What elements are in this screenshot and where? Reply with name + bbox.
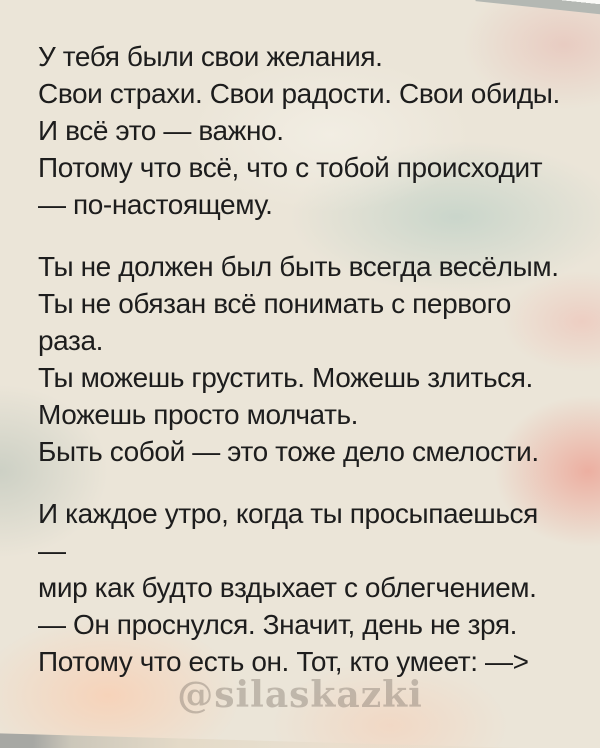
quote-line: раза. [38, 325, 104, 356]
quote-line: Потому что всё, что с тобой происходит [38, 152, 543, 183]
quote-line: И каждое утро, когда ты просыпаешься [38, 498, 538, 529]
quote-line: Ты не обязан всё понимать с первого [38, 288, 511, 319]
quote-line: И всё это — важно. [38, 115, 284, 146]
quote-line: Свои страхи. Свои радости. Свои обиды. [38, 78, 560, 109]
quote-line: — Он проснулся. Значит, день не зря. [38, 609, 518, 640]
quote-line: Ты можешь грустить. Можешь злиться. [38, 362, 533, 393]
quote-paragraph-1 [38, 38, 586, 223]
quote-line: — [38, 535, 66, 566]
quote-paragraph-2 [38, 248, 586, 470]
quote-line: мир как будто вздыхает с облегчением. [38, 572, 537, 603]
quote-line: Потому что есть он. Тот, кто умеет: —> [38, 646, 529, 677]
watermark-handle: @silaskazki [177, 674, 423, 716]
quote-text [38, 38, 586, 680]
quote-line: Ты не должен был быть всегда весёлым. [38, 251, 559, 282]
quote-line: У тебя были свои желания. [38, 41, 383, 72]
quote-line: — по-настоящему. [38, 189, 273, 220]
paper-edge-top-right [475, 0, 600, 17]
quote-line: Быть собой — это тоже дело смелости. [38, 436, 539, 467]
paper-edge-bottom-left [0, 733, 600, 748]
quote-paragraph-3 [38, 495, 586, 680]
quote-line: Можешь просто молчать. [38, 399, 359, 430]
